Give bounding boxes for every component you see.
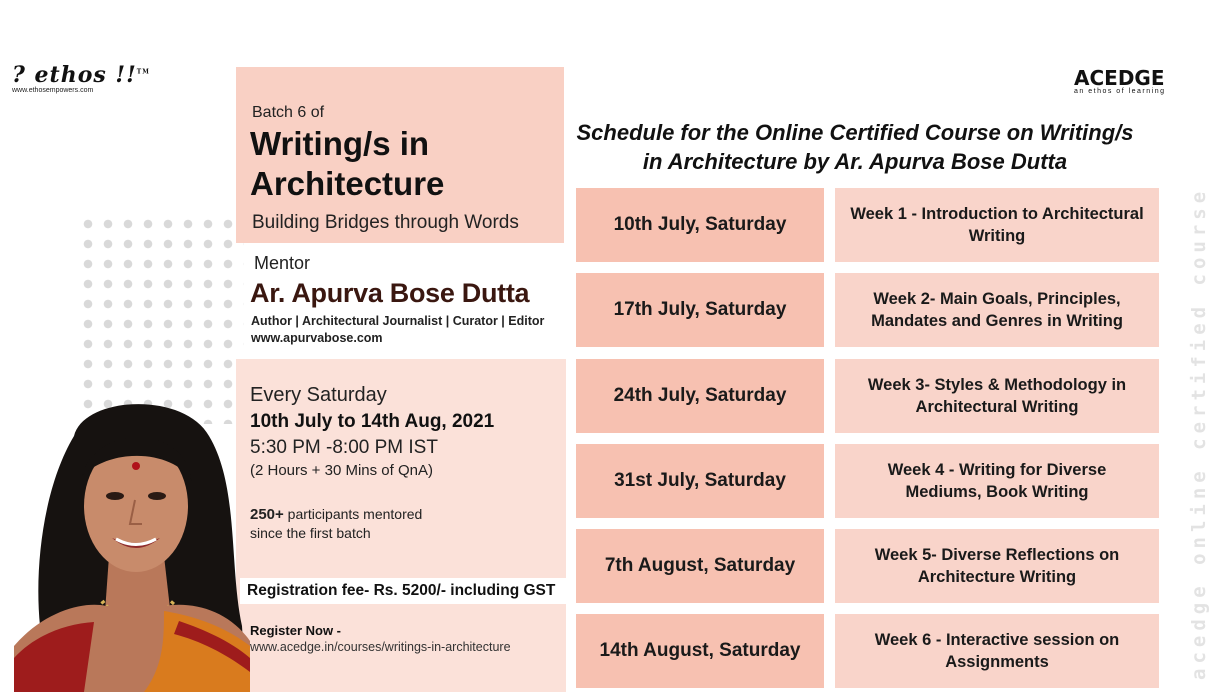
- participants-info: [250, 505, 422, 542]
- mentor-label: Mentor: [254, 253, 311, 273]
- batch-label: Batch 6 of: [252, 104, 325, 121]
- vertical-brand-label: acedge online certified course: [1188, 186, 1210, 680]
- schedule-topic-cell: Week 3- Styles & Methodology in Architectural Writing: [835, 359, 1159, 433]
- course-subtitle: Building Bridges through Words: [252, 212, 519, 233]
- ethos-logo-mark: ? ethos !!™: [12, 62, 150, 88]
- ethos-logo: [12, 62, 150, 94]
- register-label: Register Now -: [250, 623, 342, 638]
- schedule-topic-cell: Week 6 - Interactive session on Assignments: [835, 614, 1159, 688]
- mentor-roles: Author | Architectural Journalist | Curator | Editor: [251, 314, 545, 328]
- acedge-logo-mark: ACEDGE: [1074, 66, 1165, 90]
- schedule-topic-cell: Week 1 - Introduction to Architectural Writing: [835, 188, 1159, 262]
- register-link[interactable]: www.acedge.in/courses/writings-in-architecture: [250, 640, 511, 654]
- session-time: 5:30 PM -8:00 PM IST: [250, 437, 438, 458]
- ethos-logo-url: www.ethosempowers.com: [12, 87, 94, 94]
- acedge-logo-tagline: an ethos of learning: [1074, 88, 1166, 95]
- mentor-portrait: [14, 396, 250, 692]
- schedule-date-cell: 14th August, Saturday: [576, 614, 824, 688]
- session-date-range: 10th July to 14th Aug, 2021: [250, 411, 495, 432]
- schedule-date-cell: 7th August, Saturday: [576, 529, 824, 603]
- schedule-topic-cell: Week 5- Diverse Reflections on Architecture Writing: [835, 529, 1159, 603]
- schedule-date-cell: 10th July, Saturday: [576, 188, 824, 262]
- dot-grid-decoration: [78, 214, 244, 424]
- mentor-portrait-svg: [14, 396, 250, 692]
- vertical-brand-text: [1166, 180, 1210, 680]
- schedule-topic-cell: Week 4 - Writing for Diverse Mediums, Book Writing: [835, 444, 1159, 518]
- session-duration: (2 Hours + 30 Mins of QnA): [250, 462, 433, 479]
- mentor-name: Ar. Apurva Bose Dutta: [250, 278, 530, 308]
- session-frequency: Every Saturday: [250, 384, 387, 406]
- schedule-date-cell: 24th July, Saturday: [576, 359, 824, 433]
- participants-line2: since the first batch: [250, 525, 371, 541]
- schedule-topic-cell: Week 2- Main Goals, Principles, Mandates and Genres in Writing: [835, 273, 1159, 347]
- schedule-date-cell: 31st July, Saturday: [576, 444, 824, 518]
- course-title: Writing/s in Architecture: [250, 125, 445, 202]
- mentor-website-link[interactable]: www.apurvabose.com: [251, 331, 383, 345]
- participants-count: 250+: [250, 506, 284, 523]
- schedule-date-cell: 17th July, Saturday: [576, 273, 824, 347]
- acedge-logo: [1074, 66, 1186, 95]
- participants-text: participants mentored: [283, 506, 423, 522]
- registration-fee: Registration fee- Rs. 5200/- including GST: [247, 582, 556, 599]
- schedule-title: Schedule for the Online Certified Course on Writing/s in Architecture by Ar. Apurva Bose Dutta: [576, 120, 1134, 174]
